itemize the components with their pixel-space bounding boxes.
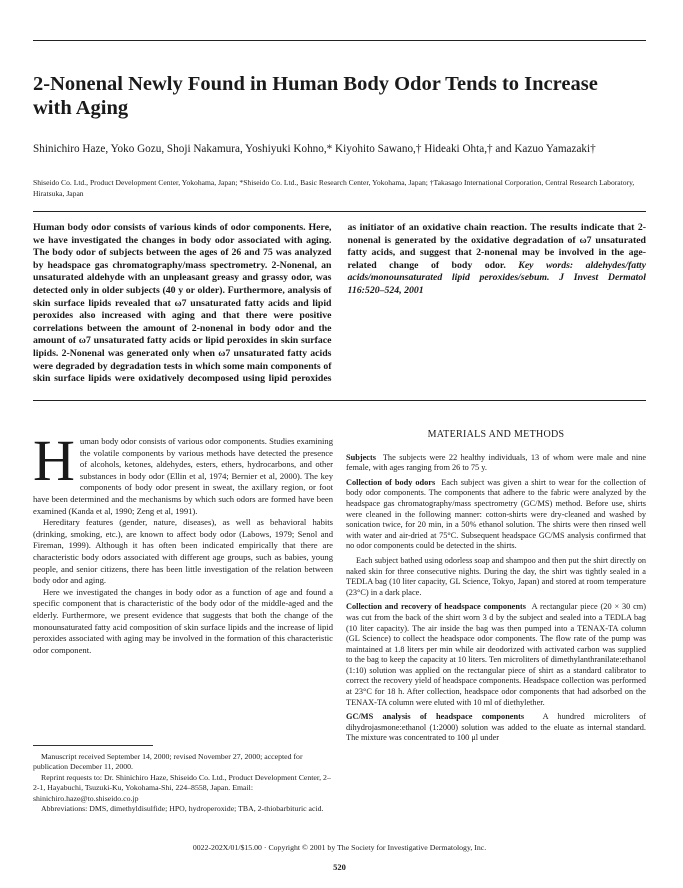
collection-paragraph bbox=[346, 478, 646, 552]
subjects-text: The subjects were 22 healthy individuals, 13 of whom were male and nine female, with ages ranging from 26 to 75 y. bbox=[346, 452, 647, 473]
collection-paragraph-2: Each subject bathed using odorless soap and shampoo and then put the shirt directly on naked skin for three consecutive nights. During the day, the shirt was tightly sealed in a TEDLA bag (10 liter capacity, GL Science, Tokyo, Japan) and stored at room temperature (23°C) in a dark place. bbox=[346, 555, 646, 597]
gcms-heading: GC/MS analysis of headspace components bbox=[346, 712, 525, 722]
subjects-heading: Subjects bbox=[346, 452, 376, 462]
gcms-text: A hundred microliters of dihydrojasmone:ethanol (1:2000) solution was added to the eluate as internal standard. The mixture was concentrated to 100 μl under bbox=[346, 712, 646, 743]
abstract bbox=[33, 222, 646, 386]
drop-cap: H bbox=[33, 428, 75, 493]
intro-paragraph-3: Here we investigated the changes in body odor as a function of age and found a specific component that is characteristic of the body odor of the middle-aged and the elderly. Furthermore, we present evidence that suggests that both the change of the monounsaturated fatty acid composition of skin surface lipids and the increase of lipid peroxides associated with aging may be involved in the formation of this characteristic odor component. bbox=[33, 586, 333, 655]
paper-title: 2-Nonenal Newly Found in Human Body Odor Tends to Increase with Aging bbox=[33, 73, 598, 119]
intro-text-1: uman body odor consists of various odor components. Studies examining the volatile components by various methods have detected the presence of alcohols, ketones, aldehydes, esters, ethers, hydrocarbons, and other substances in body odor (Ellin et al, 1974; Bernier et al, 2000). The key components of body odor present in sweat, the axillary region, or foot have been determined and the mechanisms by which such odors are formed have been examined (Kanda et al, 1990; Zeng et al, 1991). bbox=[33, 436, 333, 516]
affiliations: Shiseido Co. Ltd., Product Development Center, Yokohama, Japan; *Shiseido Co. Ltd., Basic Research Center, Yokohama, Japan; †Takasago International Corporation, Central Research Laboratory, Hiratsuka, Japan bbox=[33, 178, 635, 198]
recovery-paragraph bbox=[346, 602, 646, 708]
footnote-rule bbox=[33, 745, 153, 746]
abstract-text: Human body odor consists of various kinds of odor components. Here, we have investigated the changes in body odor associated with aging. The body odor of subjects between the ages of 26 and 75 was analyzed by headspace gas chromatography/mass spectrometry. 2-Nonenal, an unsaturated aldehyde with an unpleasant greasy and grassy odor, was detected only in older subjects (40 y or older). Furthermore, analysis of skin surface lipids revealed that ω7 unsaturated fatty acids and lipid peroxides also increased with aging and that there were positive correlations between the amount of 2-nonenal in body odor and the amount of ω7 unsaturated fatty acids or lipid peroxides in skin surface lipids. 2-Nonenal was generated only when ω7 unsaturated fatty acids were degraded by degradation tests in which some main components of skin surface lipids were oxidatively decomposed using lipid peroxides as initiator of an oxidative chain reaction. The results indicate that 2-nonenal is generated by the oxidative degradation of ω7 unsaturated fatty acids, and suggest that 2-nonenal may be involved in the age-related change of body odor. bbox=[33, 222, 646, 385]
intro-paragraph-2: Hereditary features (gender, nature, diseases), as well as behavioral habits (drinking, smoking, etc.), are known to affect body odor (Labows, 1979; Senol and Fireman, 1999). Although it has often been indicated empirically that there are characteristic body odors associated with different age groups, such as babies, young people, and senior citizens, there has been little investigation of the relation between body odor and aging. bbox=[33, 517, 333, 586]
top-rule bbox=[33, 40, 646, 41]
recovery-text: A rectangular piece (20 × 30 cm) was cut from the back of the shirt worn 3 d by the subject and sealed into a TEDLA bag (10 liter capacity). The air inside the bag was then pumped into a TENAX-TA column (GL Science) to collect the headspace odor components. The flow rate of the pump was maintained at 1.8 liters per min while air deodorized with activated carbon was supplied to the bag to keep the capacity at 10 liters. Ten microliters of dimethylanthranilate:ethanol (1:10) solution was applied on the rectangular piece of shirt as a standard calibrator to correct the recovery yield of headspace components. Headspace collection was performed at 23°C for 18 h. After collection, headspace odor components that had adsorbed on the TENAX-TA column were eluted with 10 ml of diethylether. bbox=[346, 602, 646, 707]
abstract-keywords: Key words: aldehydes/fatty acids/monounsaturated lipid peroxides/sebum. bbox=[347, 259, 647, 284]
gcms-paragraph bbox=[346, 712, 646, 744]
page-number: 520 bbox=[333, 862, 346, 872]
collection-text: Each subject was given a shirt to wear for the collection of body odor components. The components that adhere to the fabric were analyzed by the headspace gas chromatography/mass spectrometry (GC/MS) method. Before use, shirts were cleaned in the following manner: cotton-shirts were dry-cleaned and washed by sonication twice, for 20 min, in a 50% ethanol solution. The shirts were then rinsed well with water and air-dried at 75°C. Subsequent headspace GC/MS analysis confirmed that no odor components could be detected in the shirts. bbox=[346, 477, 646, 551]
section-heading: MATERIALS AND METHODS bbox=[427, 429, 565, 440]
introduction bbox=[33, 428, 333, 656]
footnotes bbox=[33, 745, 333, 814]
footnote-reprints: Reprint requests to: Dr. Shinichiro Haze, Shiseido Co. Ltd., Product Development Center, 2–2-1, Hayabuchi, Tsuzuki-Ku, Yokohama-Shi, 224–8558, Japan. Email: shinichiro.haze@to.shiseido.co.jp bbox=[33, 772, 331, 803]
materials-and-methods bbox=[346, 430, 646, 748]
subjects-paragraph bbox=[346, 453, 646, 474]
abstract-bottom-rule bbox=[33, 400, 646, 401]
footnote-abbreviations: Abbreviations: DMS, dimethyldisulfide; HPO, hydroperoxide; TBA, 2-thiobarbituric acid. bbox=[41, 804, 324, 814]
copyright-footer: 0022-202X/01/$15.00 · Copyright © 2001 by The Society for Investigative Dermatology, Inc. bbox=[192, 843, 487, 852]
intro-paragraph-1 bbox=[33, 428, 333, 517]
author-list: Shinichiro Haze, Yoko Gozu, Shoji Nakamura, Yoshiyuki Kohno,* Kiyohito Sawano,† Hideaki Ohta,† and Kazuo Yamazaki† bbox=[33, 143, 596, 155]
abstract-top-rule bbox=[33, 211, 646, 212]
recovery-heading: Collection and recovery of headspace components bbox=[346, 602, 526, 612]
abstract-citation: J Invest Dermatol 116:520–524, 2001 bbox=[347, 272, 647, 296]
collection-heading: Collection of body odors bbox=[346, 477, 436, 487]
footnote-received: Manuscript received September 14, 2000; revised November 27, 2000; accepted for publication December 11, 2000. bbox=[33, 752, 303, 772]
